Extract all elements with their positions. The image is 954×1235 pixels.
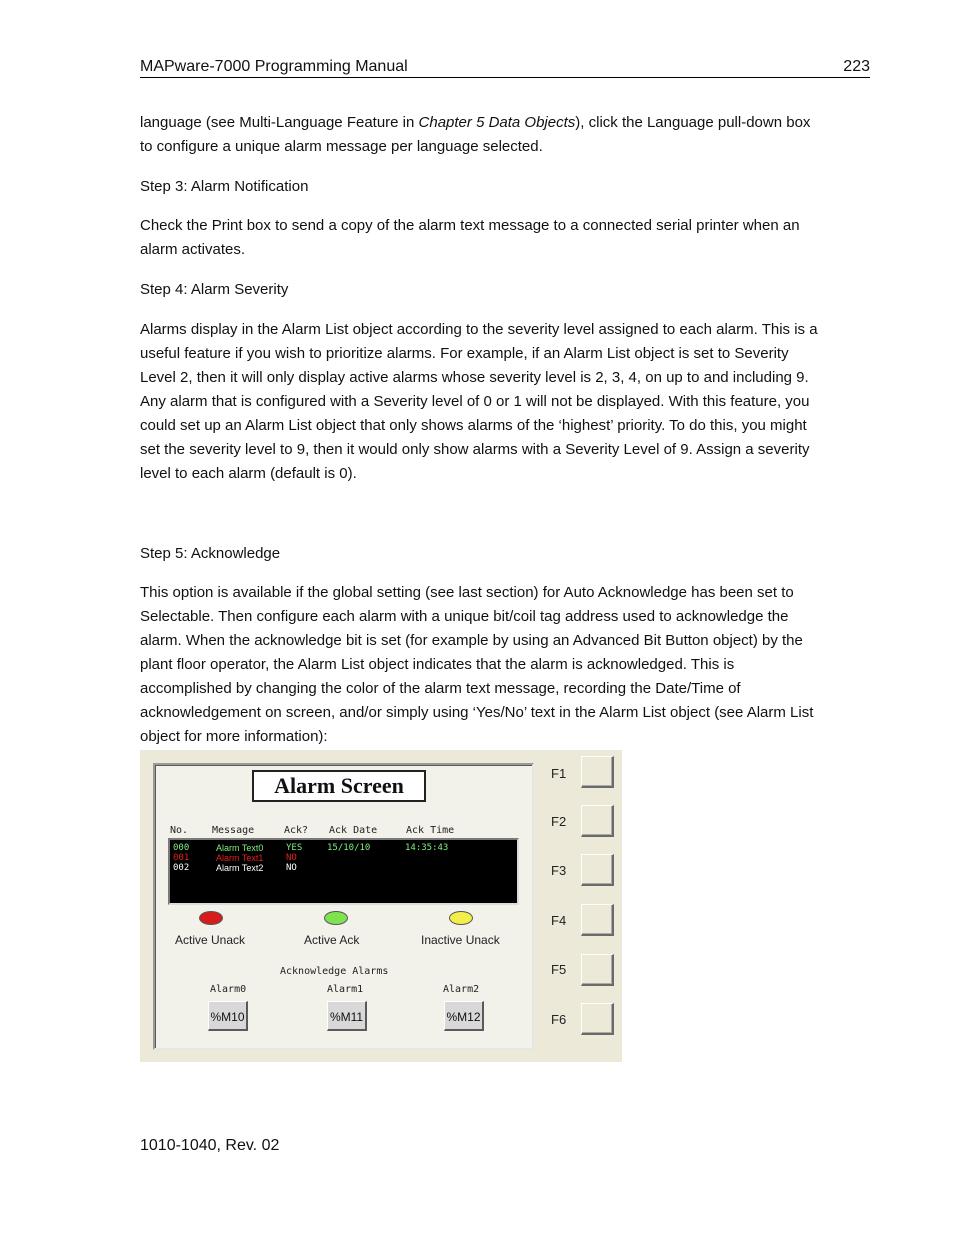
paragraph-severity: Alarms display in the Alarm List object according to the severity level assigned to each alarm. This is a useful feature if you wish to prioritize alarms. For example, if an Alarm List object is set to Severity Level 2, then it will only display active alarms whose severity level is 2, 3, 4, on up to and including 9. Any alarm that is configured with a Severity level of 0 or 1 will not be displayed. With this feature, you could set up an Alarm List object that only shows alarms of the ‘highest’ priority. To do this, you might set the severity level to 9, then it would only show alarms with a Severity Level of 9. Assign a severity level to each alarm (default is 0). <box>140 321 818 482</box>
col-ack-date: Ack Date <box>329 825 378 836</box>
f2-label: F2 <box>551 814 567 829</box>
page-number: 223 <box>843 58 870 75</box>
col-no: No. <box>170 825 189 836</box>
f1-key-button[interactable] <box>581 756 614 788</box>
col-ack-time: Ack Time <box>406 825 455 836</box>
hmi-screen <box>153 763 534 1050</box>
ack-alarm2-button[interactable]: %M12 <box>444 1001 484 1031</box>
page-header <box>140 57 870 78</box>
alarm-list[interactable]: 000 Alarm Text0 YES 15/10/10 14:35:43 001 Alarm Text1 NO 002 Alarm Text2 NO <box>168 838 519 905</box>
paragraph-language: language (see Multi-Language Feature in Chapter 5 Data Objects), click the Language pull-down box to configure a unique alarm message per language selected. <box>140 114 811 155</box>
f6-label: F6 <box>551 1012 567 1027</box>
acknowledge-alarms-label: Acknowledge Alarms <box>280 966 389 977</box>
lamp-label-inactive-unack: Inactive Unack <box>421 933 500 947</box>
f6-key-button[interactable] <box>581 1003 614 1035</box>
f4-label: F4 <box>551 913 567 928</box>
f1-label: F1 <box>551 766 567 781</box>
active-unack-lamp-icon <box>199 911 223 925</box>
f3-label: F3 <box>551 863 567 878</box>
alarm0-label: Alarm0 <box>210 984 247 995</box>
f2-key-button[interactable] <box>581 805 614 837</box>
active-ack-lamp-icon <box>324 911 348 925</box>
col-message: Message <box>212 825 255 836</box>
f3-key-button[interactable] <box>581 854 614 886</box>
lamp-label-active-ack: Active Ack <box>304 933 360 947</box>
col-ack: Ack? <box>284 825 309 836</box>
f5-label: F5 <box>551 962 567 977</box>
lamp-label-active-unack: Active Unack <box>175 933 246 947</box>
page-footer: 1010-1040, Rev. 02 <box>140 1137 280 1154</box>
screen-title: Alarm Screen <box>252 770 426 802</box>
f5-key-button[interactable] <box>581 954 614 986</box>
ack-alarm1-button[interactable]: %M11 <box>327 1001 367 1031</box>
paragraph-acknowledge: This option is available if the global setting (see last section) for Auto Acknowledge has been set to Selectable. Then configure each alarm with a unique bit/coil tag address used to acknowledge the alarm. When the acknowledge bit is set (for example by using an Advanced Bit Button object) by the plant floor operator, the Alarm List object indicates that the alarm is acknowledged. This is accomplished by changing the color of the alarm text message, recording the Date/Time of acknowledgement on screen, and/or simply using ‘Yes/No’ text in the Alarm List object (see Alarm List object for more information): <box>140 584 814 745</box>
alarm2-label: Alarm2 <box>443 984 480 995</box>
step5-heading: Step 5: Acknowledge <box>140 545 281 562</box>
manual-title: MAPware-7000 Programming Manual <box>140 58 408 75</box>
step3-heading: Step 3: Alarm Notification <box>140 178 309 195</box>
step4-heading: Step 4: Alarm Severity <box>140 281 289 298</box>
ack-alarm0-button[interactable]: %M10 <box>208 1001 248 1031</box>
f4-key-button[interactable] <box>581 904 614 936</box>
alarm-screen-figure <box>140 750 622 1062</box>
paragraph-notification: Check the Print box to send a copy of the alarm text message to a connected serial printer when an alarm activates. <box>140 217 800 258</box>
alarm1-label: Alarm1 <box>327 984 364 995</box>
chapter-reference: Chapter 5 Data Objects <box>418 114 576 131</box>
inactive-unack-lamp-icon <box>449 911 473 925</box>
